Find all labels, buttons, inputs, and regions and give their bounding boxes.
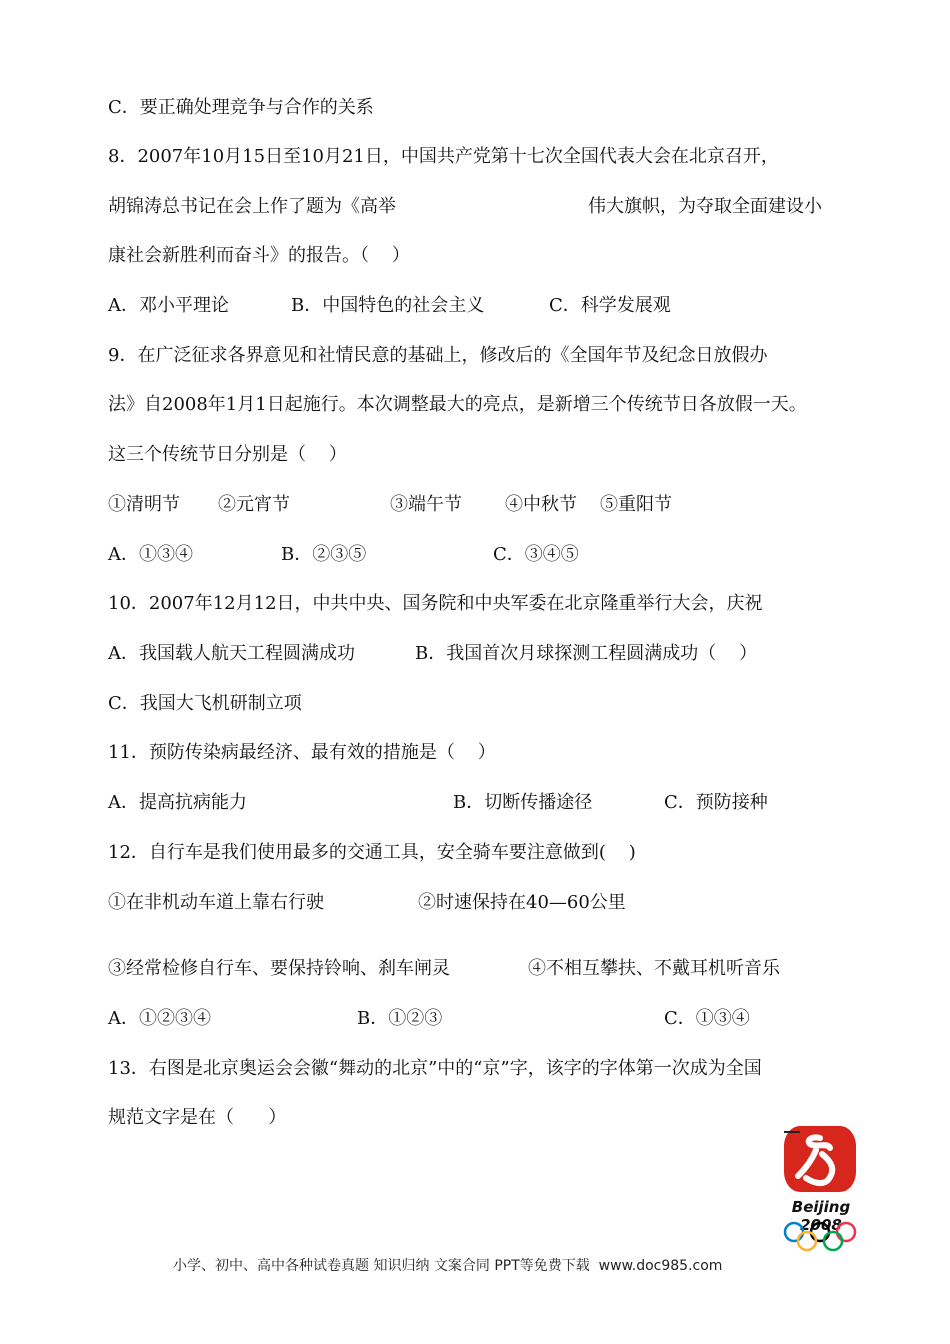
question-12-option-a: A．①②③④	[108, 1008, 211, 1029]
question-9-item-4: ④中秋节	[505, 494, 577, 515]
question-10-stem: 10．2007年12月12日，中共中央、国务院和中央军委在北京隆重举行大会，庆祝	[108, 593, 763, 614]
beijing-2008-wordmark: Beijing 2008	[791, 1198, 851, 1234]
question-10-option-b: B．我国首次月球探测工程圆满成功（ ）	[415, 643, 758, 664]
question-12-stem: 12．自行车是我们使用最多的交通工具，安全骑车要注意做到( )	[108, 842, 636, 863]
footer-text: 小学、初中、高中各种试卷真题 知识归纳 文案合同 PPT等免费下载 www.doc985.com	[173, 1258, 723, 1274]
question-9-item-1: ①清明节	[108, 494, 180, 515]
beijing-emblem-seal	[776, 1120, 866, 1198]
question-12-item-2: ②时速保持在40—60公里	[418, 892, 626, 913]
question-12-option-b: B．①②③	[357, 1008, 443, 1029]
question-10-option-c: C．我国大飞机研制立项	[108, 693, 302, 714]
question-8-option-c: C．科学发展观	[549, 295, 671, 316]
question-8-option-b: B．中国特色的社会主义	[291, 295, 485, 316]
question-13-stem: 13．右图是北京奥运会会徽“舞动的北京”中的“京”字，该字的字体第一次成为全国	[108, 1058, 762, 1079]
question-12-item-4: ④不相互攀扶、不戴耳机听音乐	[528, 958, 780, 979]
question-9-stem-cont: 法》自2008年1月1日起施行。本次调整最大的亮点，是新增三个传统节日各放假一天。	[108, 394, 807, 415]
question-9-item-2: ②元宵节	[218, 494, 290, 515]
question-8-stem-end: 康社会新胜利而奋斗》的报告。（ ）	[108, 245, 410, 266]
question-9-item-5: ⑤重阳节	[600, 494, 672, 515]
question-9-item-3: ③端午节	[390, 494, 462, 515]
question-11-stem: 11．预防传染病最经济、最有效的措施是（ ）	[108, 742, 496, 763]
question-12-item-3: ③经常检修自行车、要保持铃响、刹车闸灵	[108, 958, 450, 979]
question-9-option-c: C．③④⑤	[493, 544, 579, 565]
question-9-option-a: A．①③④	[108, 544, 193, 565]
question-7-option-c: C．要正确处理竞争与合作的关系	[108, 97, 374, 118]
question-8-option-a: A．邓小平理论	[108, 295, 229, 316]
olympic-emblem-icon	[776, 1120, 866, 1258]
question-12-option-c: C．①③④	[664, 1008, 750, 1029]
olympic-rings-icon	[776, 1220, 866, 1254]
question-11-option-a: A．提高抗病能力	[108, 792, 247, 813]
question-8-stem-cont-a: 胡锦涛总书记在会上作了题为《高举	[108, 196, 396, 217]
question-12-item-1: ①在非机动车道上靠右行驶	[108, 892, 324, 913]
question-8-stem-cont-b: 伟大旗帜，为夺取全面建设小	[588, 196, 822, 217]
question-9-stem: 9．在广泛征求各界意见和社情民意的基础上，修改后的《全国年节及纪念日放假办	[108, 345, 768, 366]
question-8-stem: 8．2007年10月15日至10月21日，中国共产党第十七次全国代表大会在北京召开，	[108, 146, 779, 167]
question-9-stem-end: 这三个传统节日分别是（ ）	[108, 444, 347, 465]
question-13-stem-end: 规范文字是在（ ）	[108, 1107, 287, 1128]
question-11-option-b: B．切断传播途径	[453, 792, 593, 813]
question-9-option-b: B．②③⑤	[281, 544, 367, 565]
question-11-option-c: C．预防接种	[664, 792, 768, 813]
question-10-option-a: A．我国载人航天工程圆满成功	[108, 643, 355, 664]
